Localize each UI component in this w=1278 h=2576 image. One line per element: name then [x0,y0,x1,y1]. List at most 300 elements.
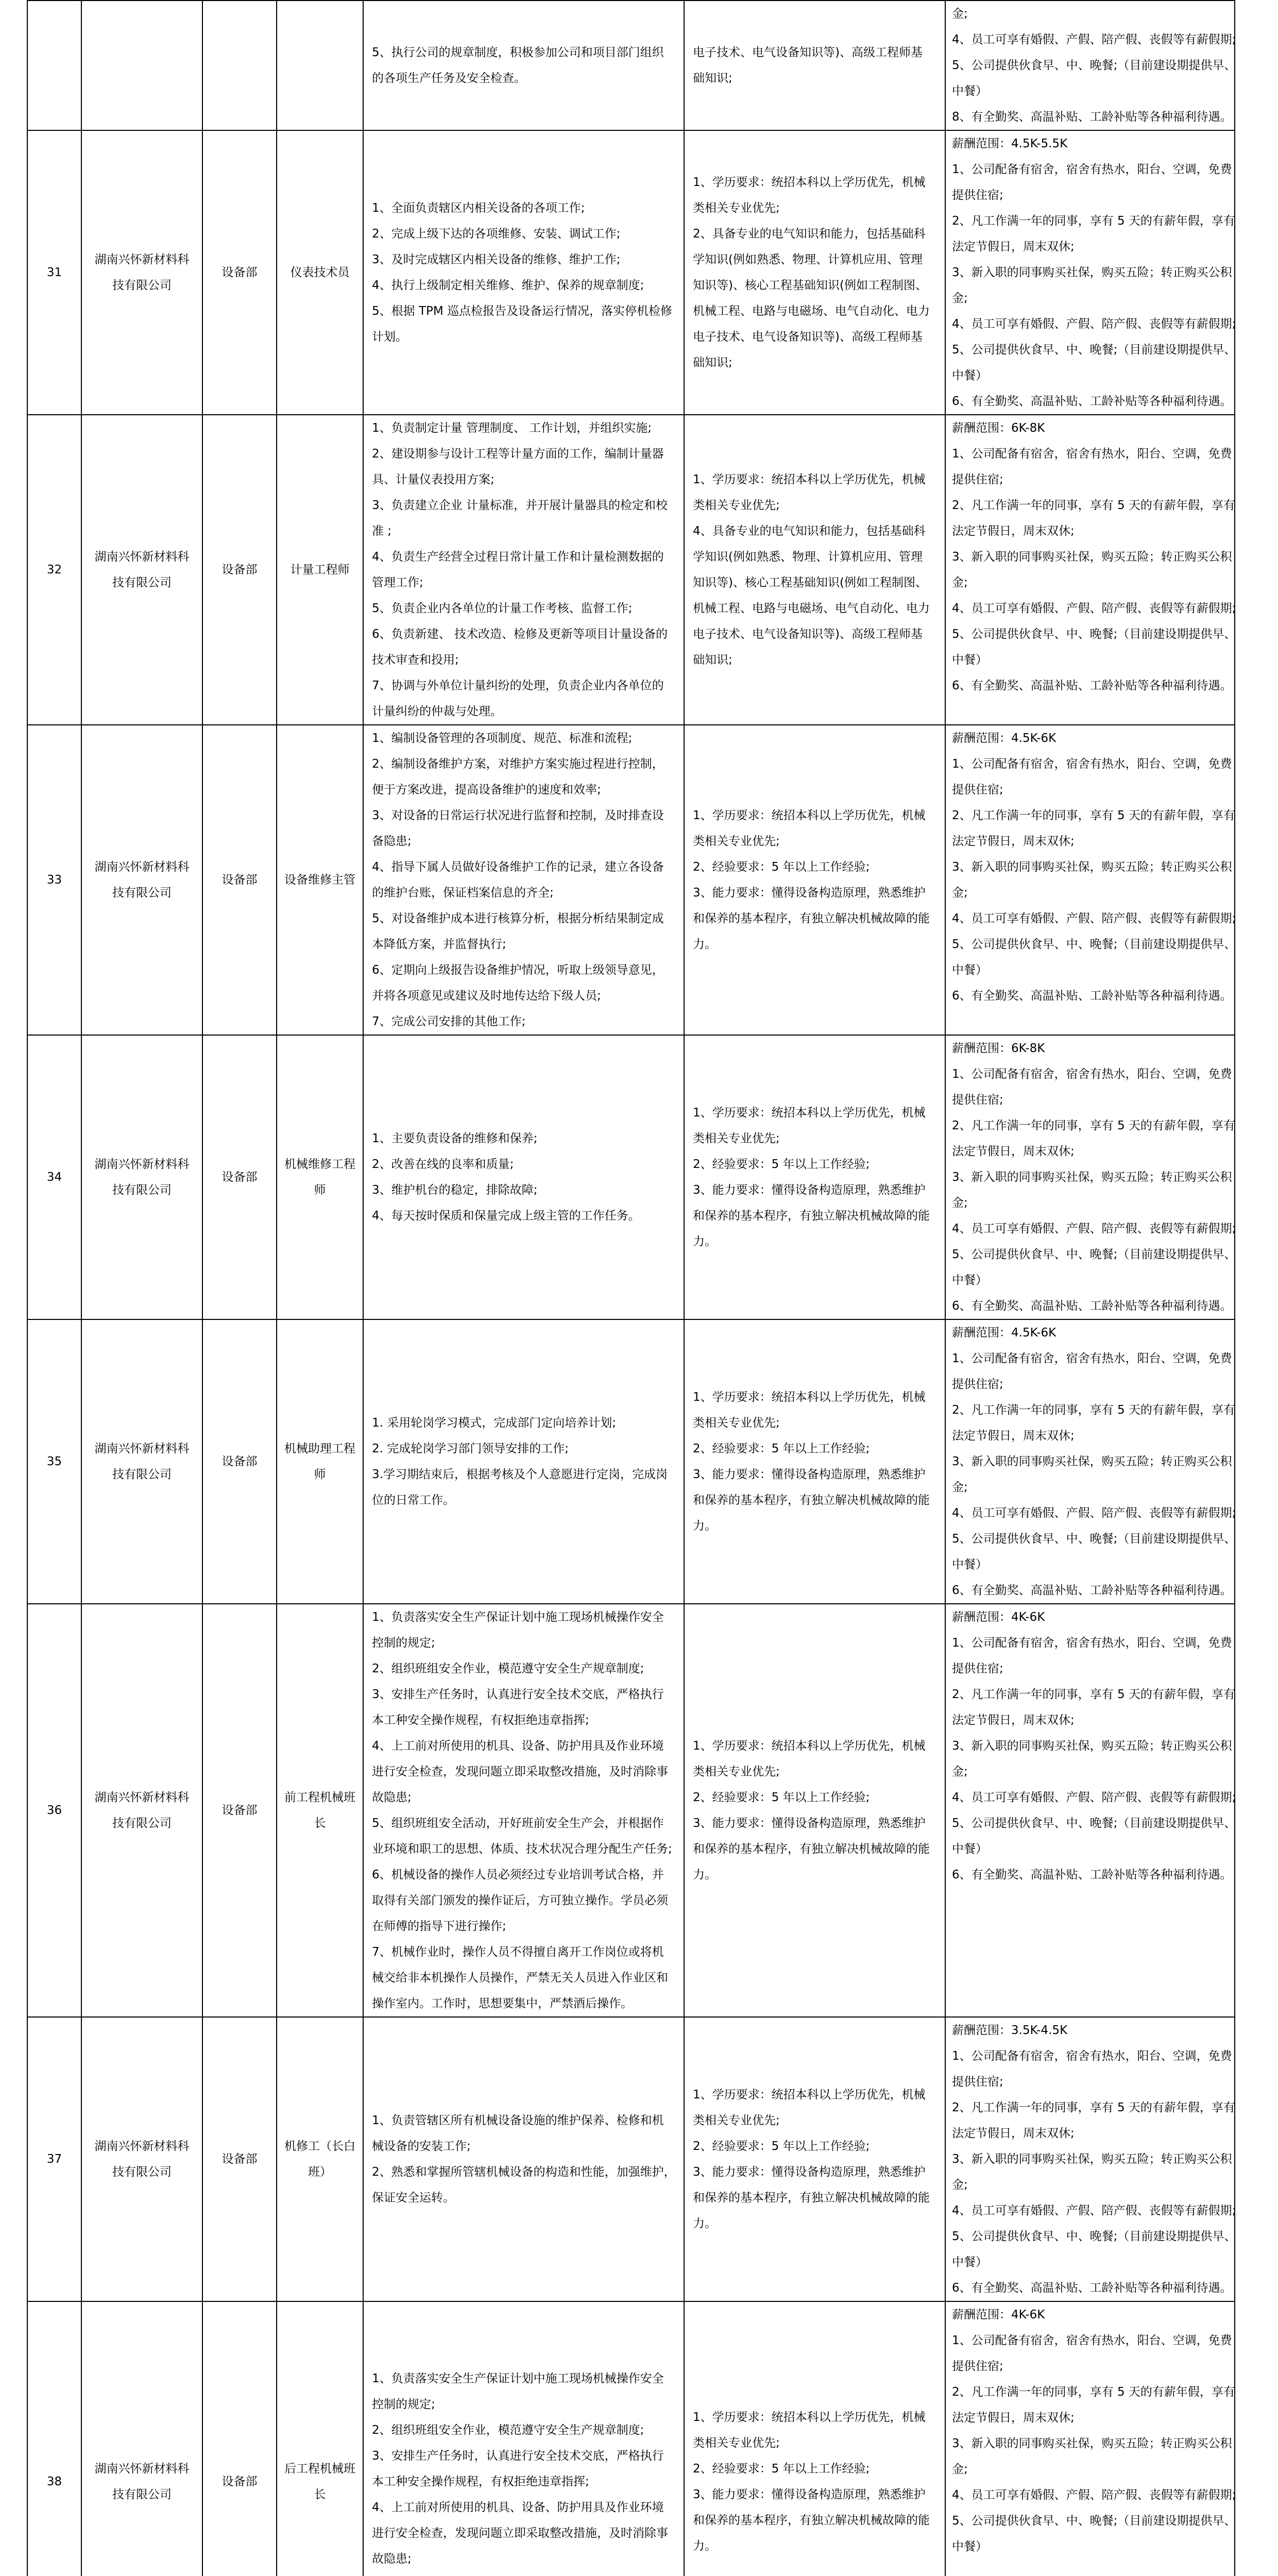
job-duties-line: 1、主要负责设备的维修和保养; [372,1132,538,1145]
job-benefits-line: 5、公司提供伙食早、中、晚餐;（目前建设期提供早、 [952,938,1236,951]
table-row [27,1319,1235,1604]
job-benefits-line: 中餐） [952,369,987,382]
row-number-text: 37 [46,2153,62,2166]
position-title-text: 机械维修工程师 [284,1158,355,1197]
job-duties [363,725,684,1035]
job-duties-line: 2、编制设备维护方案，对维护方案实施过程进行控制， [372,757,664,771]
job-benefits-line: 5、公司提供伙食早、中、晚餐;（目前建设期提供早、 [952,2230,1236,2243]
job-duties [363,1035,684,1319]
job-duties-line: 5、负责企业内各单位的计量工作考核、监督工作; [372,602,633,615]
table-row [27,1604,1235,2017]
department [202,725,277,1035]
job-duties-line: 位的日常工作。 [372,1494,455,1507]
job-requirements-line: 学知识(例如熟悉、物理、计算机应用、管理 [693,253,923,266]
job-requirements-line: 类相关专业优先; [693,2114,780,2127]
job-benefits-line: 5、公司提供伙食早、中、晚餐;（目前建设期提供早、 [952,1248,1236,1261]
job-benefits [945,1035,1235,1319]
job-requirements [684,415,945,725]
job-requirements-line: 电子技术、电气设备知识等)、高级工程师基 [693,46,923,59]
job-duties-line: 在师傅的指导下进行操作; [372,1920,506,1933]
position-title [277,2301,363,2576]
job-requirements-line: 力。 [693,1235,717,1248]
job-benefits-line: 提供住宿; [952,2075,1003,2089]
department-text: 设备部 [221,1171,258,1184]
row-number [27,1,81,130]
job-benefits-line: 中餐） [952,2256,987,2269]
job-duties-line: 4、指导下属人员做好设备维护工作的记录，建立各设备 [372,860,664,874]
job-benefits-line: 5、公司提供伙食早、中、晚餐;（目前建设期提供早、 [952,1817,1236,1830]
job-requirements-line: 类相关专业优先; [693,1132,780,1145]
position-title [277,1604,363,2017]
job-benefits-line: 1、公司配备有宿舍，宿舍有热水，阳台、空调，免费 [952,757,1232,771]
job-benefits-line: 8、有全勤奖、高温补贴、工龄补贴等各种福利待遇。 [952,110,1232,124]
job-benefits-line: 3、新入职的同事购买社保，购买五险；转正购买公积 [952,1739,1232,1753]
job-benefits-line: 6、有全勤奖、高温补贴、工龄补贴等各种福利待遇。 [952,1584,1232,1597]
job-benefits-line: 中餐） [952,963,987,977]
job-duties [363,1604,684,2017]
job-duties [363,415,684,725]
job-benefits-line: 5、公司提供伙食早、中、晚餐;（目前建设期提供早、 [952,1532,1236,1546]
job-benefits-line: 3、新入职的同事购买社保，购买五险；转正购买公积 [952,550,1232,564]
row-number-text: 31 [46,266,62,279]
job-benefits-line: 薪酬范围：4K-6K [952,2308,1045,2321]
row-number-text: 36 [46,1804,62,1817]
job-duties-line: 1、负责落实安全生产保证计划中施工现场机械操作安全 [372,2372,664,2385]
row-number-text: 35 [46,1455,62,1468]
job-requirements-line: 2、经验要求：5 年以上工作经验; [693,2140,870,2153]
job-benefits-line: 中餐） [952,1274,987,1287]
job-benefits-line: 2、凡工作满一年的同事，享有 5 天的有薪年假，享有 [952,2385,1235,2399]
job-duties-line: 管理工作; [372,576,423,589]
job-duties-line: 进行安全检查，发现问题立即采取整改措施，及时消除事 [372,2527,668,2540]
department-text: 设备部 [221,2475,258,2488]
row-number [27,1319,81,1604]
job-requirements-line: 3、能力要求：懂得设备构造原理，熟悉维护 [693,2488,926,2501]
row-number [27,725,81,1035]
job-requirements-line: 机械工程、电路与电磁场、电气自动化、电力 [693,602,930,615]
job-requirements-line: 础知识; [693,72,732,85]
job-benefits [945,725,1235,1035]
job-duties-line: 3、负责建立企业 计量标准，并开展计量器具的检定和校 [372,499,668,512]
job-duties-line: 故隐患; [372,1791,412,1804]
job-benefits-line: 3、新入职的同事购买社保，购买五险；转正购买公积 [952,2153,1232,2166]
job-duties-line: 械交给非本机操作人员操作，严禁无关人员进入作业区和 [372,1971,668,1985]
job-benefits-line: 提供住宿; [952,1093,1003,1107]
job-benefits [945,1319,1235,1604]
table-row [27,725,1235,1035]
department [202,1,277,130]
job-benefits-line: 5、公司提供伙食早、中、晚餐;（目前建设期提供早、 [952,59,1236,72]
job-duties-line: 2、完成上级下达的各项维修、安装、调试工作; [372,227,621,241]
job-requirements-line: 电子技术、电气设备知识等)、高级工程师基 [693,330,923,344]
department [202,1319,277,1604]
company-name [81,415,202,725]
job-benefits-line: 4、员工可享有婚假、产假、陪产假、丧假等有薪假期; [952,317,1236,331]
company-name [81,1035,202,1319]
company-name-text: 湖南兴怀新材料科技有限公司 [94,1791,190,1830]
job-duties-line: 2、熟悉和掌握所管辖机械设备的构造和性能，加强维护， [372,2165,676,2179]
job-duties-line: 的各项生产任务及安全检查。 [372,72,526,85]
job-requirements [684,1604,945,2017]
job-requirements-line: 和保养的基本程序，有独立解决机械故障的能 [693,1842,930,1856]
job-duties-line: 保证安全运转。 [372,2191,455,2205]
department-text: 设备部 [221,563,258,577]
job-duties-line: 6、负责新建、 技术改造、检修及更新等项目计量设备的 [372,628,668,641]
job-table-sheet [27,0,1236,2566]
job-duties-line: 准 ; [372,524,392,538]
job-duties-line: 3、及时完成辖区内相关设备的维修、维护工作; [372,253,621,266]
table-row [27,130,1235,415]
job-benefits-line: 提供住宿; [952,1662,1003,1675]
job-requirements-line: 类相关专业优先; [693,499,780,512]
department [202,2017,277,2301]
position-title [277,415,363,725]
job-benefits-line: 6、有全勤奖、高温补贴、工龄补贴等各种福利待遇。 [952,2281,1232,2295]
job-benefits-line: 法定节假日，周末双休; [952,835,1075,848]
company-name [81,1,202,130]
company-name-text: 湖南兴怀新材料科技有限公司 [94,2462,190,2501]
job-requirements-line: 础知识; [693,653,732,667]
job-duties-line: 2、组织班组安全作业，模范遵守安全生产规章制度; [372,2424,644,2437]
job-duties-line: 本降低方案，并监督执行; [372,938,506,951]
job-benefits [945,130,1235,415]
job-benefits-line: 金; [952,576,968,589]
row-number [27,130,81,415]
job-benefits-line: 4、员工可享有婚假、产假、陪产假、丧假等有薪假期; [952,912,1236,925]
job-benefits [945,2017,1235,2301]
job-benefits-line: 3、新入职的同事购买社保，购买五险；转正购买公积 [952,860,1232,874]
job-requirements-line: 学知识(例如熟悉、物理、计算机应用、管理 [693,550,923,564]
job-requirements [684,2301,945,2576]
job-benefits-line: 提供住宿; [952,473,1003,486]
job-requirements-line: 力。 [693,938,717,951]
job-benefits-line: 6、有全勤奖、高温补贴、工龄补贴等各种福利待遇。 [952,1299,1232,1313]
job-benefits-line: 法定节假日，周末双休; [952,240,1075,253]
job-benefits-line: 中餐） [952,1842,987,1856]
job-requirements-line: 2、经验要求：5 年以上工作经验; [693,1791,870,1804]
job-requirements-line: 1、学历要求：统招本科以上学历优先，机械 [693,1106,926,1120]
job-benefits-line: 2、凡工作满一年的同事，享有 5 天的有薪年假，享有 [952,1688,1235,1701]
job-requirements-line: 力。 [693,1519,717,1533]
job-benefits-line: 1、公司配备有宿舍，宿舍有热水，阳台、空调，免费 [952,1352,1232,1365]
job-benefits-line: 4、员工可享有婚假、产假、陪产假、丧假等有薪假期; [952,33,1236,46]
position-title-text: 机修工（长白班） [284,2140,355,2179]
company-name-text: 湖南兴怀新材料科技有限公司 [94,860,190,900]
job-duties-line: 进行安全检查，发现问题立即采取整改措施，及时消除事 [372,1765,668,1778]
job-benefits-line: 金; [952,7,968,21]
job-requirements-line: 类相关专业优先; [693,201,780,215]
job-requirements-line: 1、学历要求：统招本科以上学历优先，机械 [693,176,926,189]
job-duties-line: 7、完成公司安排的其他工作; [372,1015,526,1028]
job-duties-line: 2. 完成轮岗学习部门领导安排的工作; [372,1442,569,1455]
job-duties-line: 计量纠纷的仲裁与处理。 [372,705,502,718]
job-benefits-line: 中餐） [952,2540,987,2553]
job-benefits-line: 4、员工可享有婚假、产假、陪产假、丧假等有薪假期; [952,1791,1236,1804]
job-duties-line: 械设备的安装工作; [372,2140,471,2153]
table-row [27,1035,1235,1319]
job-benefits-line: 6、有全勤奖、高温补贴、工龄补贴等各种福利待遇。 [952,395,1232,408]
job-duties-line: 1、负责制定计量 管理制度、 工作计划，并组织实施; [372,421,652,435]
job-requirements-line: 和保养的基本程序，有独立解决机械故障的能 [693,2191,930,2205]
job-benefits-line: 金; [952,1765,968,1778]
job-benefits-line: 1、公司配备有宿舍，宿舍有热水，阳台、空调，免费 [952,1636,1232,1650]
job-requirements-line: 和保养的基本程序，有独立解决机械故障的能 [693,1209,930,1223]
job-requirements [684,725,945,1035]
job-duties-line: 5、对设备维护成本进行核算分析，根据分析结果制定成 [372,912,664,925]
job-duties-line: 2、改善在线的良率和质量; [372,1158,514,1171]
position-title-text: 仪表技术员 [290,266,350,279]
job-requirements-line: 类相关专业优先; [693,1765,780,1778]
job-requirements-line: 4、具备专业的电气知识和能力，包括基础科 [693,524,926,538]
job-duties-line: 3、安排生产任务时，认真进行安全技术交底，严格执行 [372,2449,664,2463]
job-duties-line: 3.学习期结束后，根据考核及个人意愿进行定岗，完成岗 [372,1468,668,1481]
department-text: 设备部 [221,873,258,887]
job-benefits-line: 1、公司配备有宿舍，宿舍有热水，阳台、空调，免费 [952,1067,1232,1081]
job-duties-line: 1、编制设备管理的各项制度、规范、标准和流程; [372,732,633,745]
job-requirements [684,1319,945,1604]
position-title-text: 前工程机械班长 [284,1791,355,1830]
job-duties-line: 1、全面负责辖区内相关设备的各项工作; [372,201,585,215]
job-duties [363,2017,684,2301]
job-benefits-line: 金; [952,1196,968,1210]
position-title [277,1319,363,1604]
job-benefits-line: 提供住宿; [952,783,1003,796]
job-requirements-line: 1、学历要求：统招本科以上学历优先，机械 [693,1391,926,1404]
table-row [27,2301,1235,2576]
company-name [81,2017,202,2301]
job-requirements-line: 1、学历要求：统招本科以上学历优先，机械 [693,1739,926,1753]
row-number [27,1035,81,1319]
department-text: 设备部 [221,2153,258,2166]
job-duties-line: 3、安排生产任务时，认真进行安全技术交底，严格执行 [372,1688,664,1701]
job-duties-line: 操作室内。工作时，思想要集中，严禁酒后操作。 [372,1997,633,2010]
job-benefits-line: 中餐） [952,84,987,98]
company-name-text: 湖南兴怀新材料科技有限公司 [94,253,190,292]
job-requirements-line: 力。 [693,2539,717,2553]
job-duties-line: 取得有关部门颁发的操作证后，方可独立操作。学员必须 [372,1894,668,1907]
job-benefits-line: 薪酬范围：4.5K-6K [952,1326,1057,1340]
job-benefits-line: 法定节假日，周末双休; [952,1145,1075,1158]
job-duties-line: 本工种安全操作规程，有权拒绝违章指挥; [372,2475,589,2488]
company-name [81,2301,202,2576]
job-duties-line: 计划。 [372,330,407,344]
position-title [277,725,363,1035]
job-duties-line: 1、负责管辖区所有机械设备设施的维护保养、检修和机 [372,2114,664,2127]
job-requirements-line: 类相关专业优先; [693,835,780,848]
job-requirements-line: 2、经验要求：5 年以上工作经验; [693,860,870,874]
job-duties-line: 便于方案改进，提高设备维护的速度和效率; [372,783,601,796]
job-duties-line: 2、组织班组安全作业，模范遵守安全生产规章制度; [372,1662,644,1675]
job-requirements-line: 3、能力要求：懂得设备构造原理，熟悉维护 [693,2165,926,2179]
job-duties [363,2301,684,2576]
job-benefits-line: 4、员工可享有婚假、产假、陪产假、丧假等有薪假期; [952,2488,1236,2502]
department [202,2301,277,2576]
job-benefits-line: 薪酬范围：4.5K-5.5K [952,137,1068,150]
job-requirements-line: 2、经验要求：5 年以上工作经验; [693,1442,870,1455]
job-duties [363,130,684,415]
job-benefits-line: 2、凡工作满一年的同事，享有 5 天的有薪年假，享有 [952,809,1235,822]
job-duties-line: 2、建设期参与设计工程等计量方面的工作，编制计量器 [372,447,664,461]
department [202,1035,277,1319]
job-duties-line: 4、上工前对所使用的机具、设备、防护用具及作业环境 [372,1739,664,1753]
job-duties-line: 4、上工前对所使用的机具、设备、防护用具及作业环境 [372,2501,664,2514]
company-name [81,1604,202,2017]
position-title [277,1035,363,1319]
job-requirements-line: 机械工程、电路与电磁场、电气自动化、电力 [693,304,930,318]
job-requirements-line: 力。 [693,2217,717,2230]
job-benefits-line: 4、员工可享有婚假、产假、陪产假、丧假等有薪假期; [952,2204,1236,2217]
job-benefits [945,1,1235,130]
job-benefits-line: 6、有全勤奖、高温补贴、工龄补贴等各种福利待遇。 [952,679,1232,692]
position-title [277,1,363,130]
job-benefits-line: 金; [952,886,968,900]
job-duties-line: 控制的规定; [372,1636,435,1650]
job-benefits-line: 3、新入职的同事购买社保，购买五险；转正购买公积 [952,1171,1232,1184]
job-requirements-line: 3、能力要求：懂得设备构造原理，熟悉维护 [693,1817,926,1830]
row-number [27,2017,81,2301]
row-number [27,1604,81,2017]
job-duties-line: 1、负责落实安全生产保证计划中施工现场机械操作安全 [372,1611,664,1624]
job-requirements-line: 类相关专业优先; [693,2436,780,2450]
company-name [81,725,202,1035]
job-benefits-line: 2、凡工作满一年的同事，享有 5 天的有薪年假，享有 [952,1403,1235,1417]
position-title-text: 计量工程师 [290,563,350,577]
position-title [277,130,363,415]
job-benefits-line: 薪酬范围：6K-8K [952,421,1045,435]
job-benefits [945,2301,1235,2576]
job-duties-line [372,2572,676,2576]
job-benefits-line: 薪酬范围：3.5K-4.5K [952,2024,1068,2037]
job-duties-line: 5、执行公司的规章制度，积极参加公司和项目部门组织 [372,46,664,59]
department [202,415,277,725]
job-duties [363,1319,684,1604]
job-requirements-line: 电子技术、电气设备知识等)、高级工程师基 [693,628,923,641]
position-title [277,2017,363,2301]
job-requirements-line: 3、能力要求：懂得设备构造原理，熟悉维护 [693,1468,926,1481]
job-benefits [945,1604,1235,2017]
position-title-text: 机械助理工程师 [284,1442,355,1481]
job-benefits-line: 提供住宿; [952,189,1003,202]
job-benefits-line: 提供住宿; [952,2360,1003,2373]
job-duties-line: 的维护台账，保证档案信息的齐全; [372,886,554,900]
job-benefits-line: 1、公司配备有宿舍，宿舍有热水，阳台、空调，免费 [952,2049,1232,2063]
job-requirements [684,1035,945,1319]
job-benefits-line: 2、凡工作满一年的同事，享有 5 天的有薪年假，享有 [952,1119,1235,1132]
company-name [81,1319,202,1604]
job-benefits-line: 薪酬范围：4.5K-6K [952,732,1057,745]
job-benefits-line: 法定节假日，周末双休; [952,2127,1075,2140]
job-requirements-line: 3、能力要求：懂得设备构造原理，熟悉维护 [693,1183,926,1197]
job-benefits-line: 3、新入职的同事购买社保，购买五险；转正购买公积 [952,266,1232,279]
job-requirements-line: 知识等)、核心工程基础知识(例如工程制图、 [693,279,927,292]
job-duties-line: 业环境和职工的思想、体质、技术状况合理分配生产任务; [372,1842,672,1856]
job-requirements-line: 2、经验要求：5 年以上工作经验; [693,1158,870,1171]
job-benefits-line: 3、新入职的同事购买社保，购买五险；转正购买公积 [952,2437,1232,2450]
job-duties-line: 备隐患; [372,835,412,848]
department [202,130,277,415]
row-number-text: 33 [46,873,62,887]
job-duties-line: 4、负责生产经营全过程日常计量工作和计量检测数据的 [372,550,664,564]
job-requirements-line: 1、学历要求：统招本科以上学历优先，机械 [693,809,926,822]
department [202,1604,277,2017]
job-benefits-line: 3、新入职的同事购买社保，购买五险；转正购买公积 [952,1455,1232,1468]
job-requirements-line: 类相关专业优先; [693,1416,780,1430]
department-text: 设备部 [221,1804,258,1817]
job-duties-line: 4、执行上级制定相关维修、维护、保养的规章制度; [372,279,644,292]
row-number-text: 38 [46,2475,62,2488]
job-table-body [27,1,1235,2576]
job-benefits [945,415,1235,725]
job-benefits-line: 4、员工可享有婚假、产假、陪产假、丧假等有薪假期; [952,1506,1236,1520]
job-benefits-line: 提供住宿; [952,1378,1003,1391]
job-benefits-line: 法定节假日，周末双休; [952,1714,1075,1727]
job-requirements-line: 1、学历要求：统招本科以上学历优先，机械 [693,473,926,486]
job-benefits-line: 1、公司配备有宿舍，宿舍有热水，阳台、空调，免费 [952,447,1232,461]
job-benefits-line: 2、凡工作满一年的同事，享有 5 天的有薪年假，享有 [952,214,1235,228]
job-requirements-line: 和保养的基本程序，有独立解决机械故障的能 [693,1494,930,1507]
job-benefits-line: 5、公司提供伙食早、中、晚餐;（目前建设期提供早、 [952,628,1236,641]
job-duties-line: 1. 采用轮岗学习模式，完成部门定向培养计划; [372,1416,617,1430]
job-requirements-line: 2、经验要求：5 年以上工作经验; [693,2462,870,2476]
job-duties-line: 5、组织班组安全活动，开好班前安全生产会，并根据作 [372,1817,664,1830]
job-benefits-line: 5、公司提供伙食早、中、晚餐;（目前建设期提供早、 [952,343,1236,357]
job-benefits-line: 金; [952,1481,968,1494]
job-duties-line: 6、机械设备的操作人员必须经过专业培训考试合格，并 [372,1868,664,1882]
job-benefits-line: 1、公司配备有宿舍，宿舍有热水，阳台、空调，免费 [952,2334,1232,2347]
job-duties-line: 故隐患; [372,2552,412,2566]
job-benefits-line: 金; [952,2178,968,2192]
job-duties-line: 并将各项意见或建议及时地传达给下级人员; [372,989,601,1003]
job-benefits-line: 6、有全勤奖、高温补贴、工龄补贴等各种福利待遇。 [952,1868,1232,1882]
job-duties-line: 7、协调与外单位计量纠纷的处理，负责企业内各单位的 [372,679,664,692]
job-duties-line: 5、根据 TPM 巡点检报告及设备运行情况，落实停机检修 [372,304,673,318]
company-name [81,130,202,415]
job-benefits-line: 金; [952,2463,968,2476]
job-benefits-line: 6、有全勤奖、高温补贴、工龄补贴等各种福利待遇。 [952,989,1232,1003]
job-benefits-line: 中餐） [952,1558,987,1571]
job-requirements-line: 础知识; [693,356,732,369]
row-number [27,2301,81,2576]
job-requirements-line: 和保养的基本程序，有独立解决机械故障的能 [693,912,930,925]
row-number-text: 32 [46,563,62,577]
job-benefits-line: 薪酬范围：4K-6K [952,1611,1045,1624]
job-benefits-line: 5、公司提供伙食早、中、晚餐;（目前建设期提供早、 [952,2514,1236,2528]
job-benefits-line: 中餐） [952,653,987,667]
job-duties-line: 3、维护机台的稳定，排除故障; [372,1183,538,1197]
job-benefits-line: 2、凡工作满一年的同事，享有 5 天的有薪年假，享有 [952,2101,1235,2114]
job-duties-line: 3、对设备的日常运行状况进行监督和控制，及时排查设 [372,809,664,822]
job-benefits-line: 金; [952,292,968,305]
job-duties-line: 7、机械作业时，操作人员不得擅自离开工作岗位或将机 [372,1945,664,1959]
department-text: 设备部 [221,1455,258,1468]
position-title-text: 后工程机械班长 [284,2462,355,2501]
position-title-text: 设备维修主管 [284,873,355,887]
job-table [27,0,1235,2576]
job-requirements-line: 知识等)、核心工程基础知识(例如工程制图、 [693,576,927,589]
job-benefits-line: 法定节假日，周末双休; [952,524,1075,538]
row-number [27,415,81,725]
job-requirements [684,130,945,415]
job-duties-line: 4、每天按时保质和保量完成上级主管的工作任务。 [372,1209,640,1223]
company-name-text: 湖南兴怀新材料科技有限公司 [94,2140,190,2179]
job-benefits-line: 2、凡工作满一年的同事，享有 5 天的有薪年假，享有 [952,499,1235,512]
table-row [27,1,1235,130]
company-name-text: 湖南兴怀新材料科技有限公司 [94,1442,190,1481]
job-benefits-line: 薪酬范围：6K-8K [952,1042,1045,1055]
company-name-text: 湖南兴怀新材料科技有限公司 [94,1158,190,1197]
job-benefits-line: 法定节假日，周末双休; [952,2411,1075,2425]
job-requirements-line: 力。 [693,1868,717,1882]
